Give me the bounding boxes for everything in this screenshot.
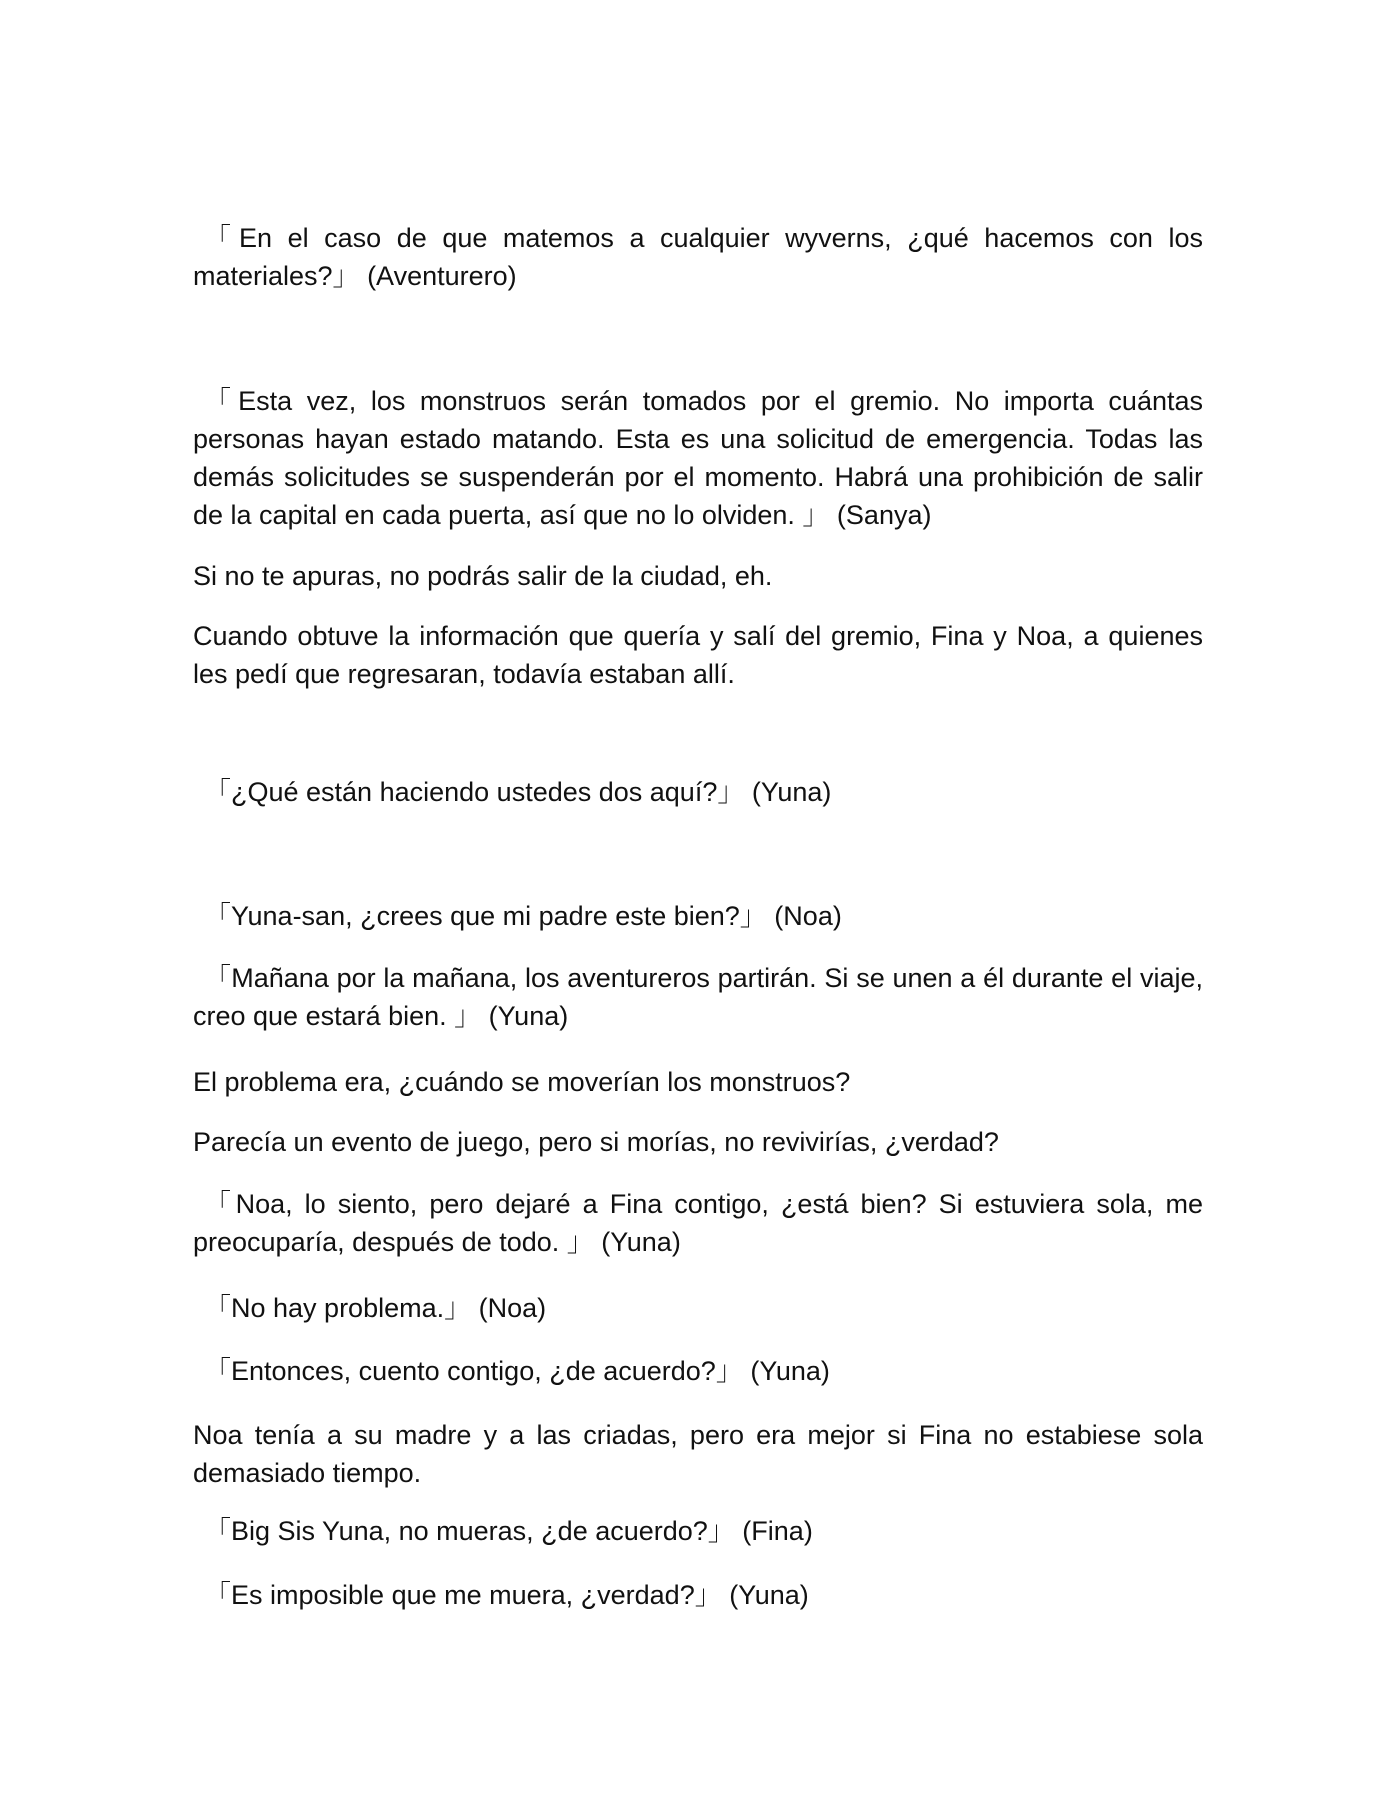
narration-paragraph: Si no te apuras, no podrás salir de la ciudad, eh. (193, 561, 773, 591)
dialogue-paragraph: 「En el caso de que matemos a cualquier wyverns, ¿qué hacemos con los materiales?」 (Aventurero) (193, 223, 1203, 291)
dialogue-paragraph: 「Esta vez, los monstruos serán tomados por el gremio. No importa cuántas personas hayan estado matando. Esta es una solicitud de emergencia. Todas las demás solicitudes se suspenderán por el momento. Habrá una prohibición de salir de la capital en cada puerta, así que no lo olviden. 」 (Sanya) (193, 386, 1203, 530)
dialogue-paragraph: 「Big Sis Yuna, no mueras, ¿de acuerdo?」 (Fina) (204, 1516, 813, 1546)
narration-paragraph: Noa tenía a su madre y a las criadas, pero era mejor si Fina no estabiese sola demasiado tiempo. (193, 1420, 1203, 1488)
dialogue-paragraph: 「¿Qué están haciendo ustedes dos aquí?」 (Yuna) (204, 777, 832, 807)
dialogue-paragraph: 「Yuna-san, ¿crees que mi padre este bien?」 (Noa) (204, 901, 842, 931)
narration-paragraph: El problema era, ¿cuándo se moverían los monstruos? (193, 1067, 851, 1097)
dialogue-paragraph: 「Es imposible que me muera, ¿verdad?」 (Yuna) (204, 1580, 809, 1610)
dialogue-paragraph: 「Noa, lo siento, pero dejaré a Fina contigo, ¿está bien? Si estuviera sola, me preocuparía, después de todo. 」 (Yuna) (193, 1189, 1203, 1257)
dialogue-paragraph: 「Mañana por la mañana, los aventureros partirán. Si se unen a él durante el viaje, creo que estará bien. 」 (Yuna) (193, 963, 1203, 1031)
dialogue-paragraph: 「Entonces, cuento contigo, ¿de acuerdo?」 (Yuna) (204, 1356, 830, 1386)
narration-paragraph: Cuando obtuve la información que quería y salí del gremio, Fina y Noa, a quienes les pedí que regresaran, todavía estaban allí. (193, 621, 1203, 689)
narration-paragraph: Parecía un evento de juego, pero si morías, no revivirías, ¿verdad? (193, 1127, 999, 1157)
dialogue-paragraph: 「No hay problema.」 (Noa) (204, 1293, 547, 1323)
